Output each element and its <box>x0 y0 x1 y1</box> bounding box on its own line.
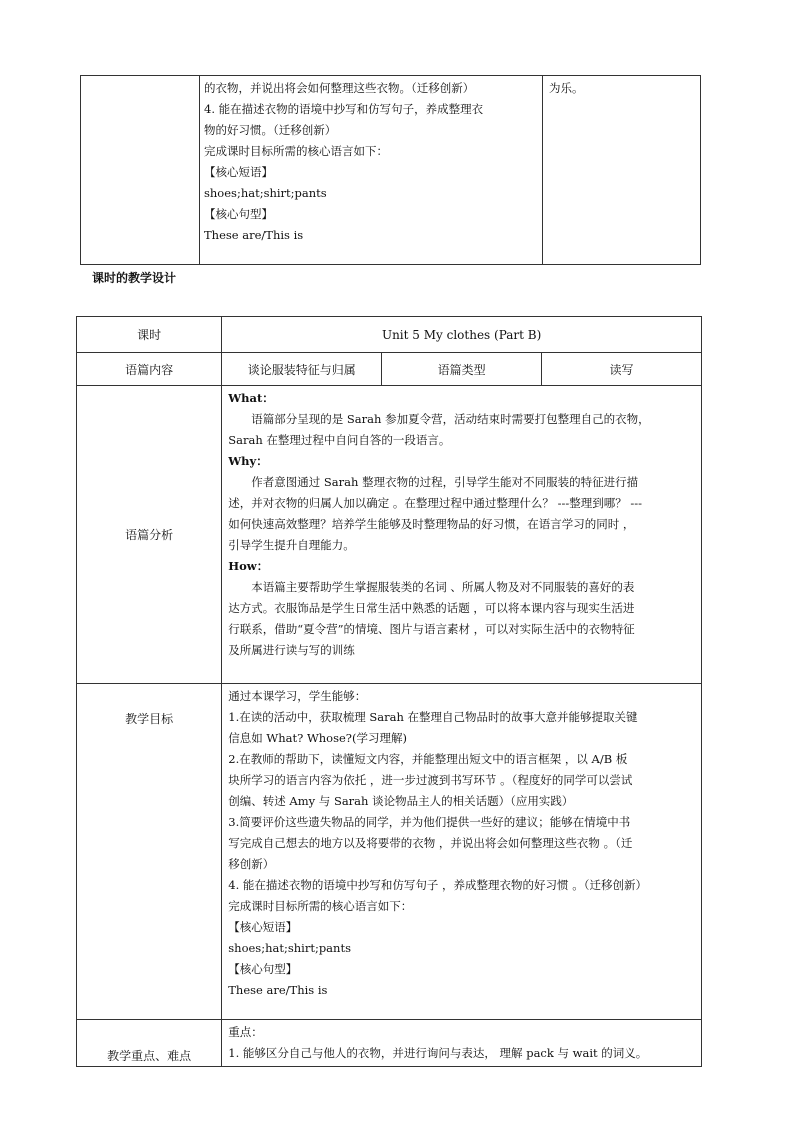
text-line: 及所属进行读与写的训练 <box>228 643 355 657</box>
text-line: 如何快速高效整理？培养学生能够及时整理物品的好习惯，在语言学习的同时 ， <box>228 517 635 531</box>
text-line: 语篇部分呈现的是 Sarah 参加夏令营，活动结束时需要打包整理自己的衣物， <box>251 412 650 426</box>
goals-cell <box>222 684 702 1020</box>
goals-continued-cell <box>200 76 543 265</box>
text-line: 【核心短语】 <box>204 165 273 179</box>
text-line: 作者意图通过 Sarah 整理衣物的过程，引导学生能对不同服装的特征进行描 <box>251 475 639 489</box>
goals-label: 教学目标 <box>77 684 222 1020</box>
text-line: 移创新） <box>228 857 275 871</box>
text-line: These are/This is <box>228 983 328 997</box>
lesson-label: 课时 <box>77 317 222 353</box>
right-cell <box>543 76 701 265</box>
text-line: shoes;hat;shirt;pants <box>204 186 327 200</box>
focus-cell <box>222 1020 702 1067</box>
analysis-label: 语篇分析 <box>77 386 222 684</box>
focus-label: 教学重点、难点 <box>77 1020 222 1067</box>
text-line: 物的好习惯。（迁移创新） <box>204 123 337 137</box>
text-line: 引导学生提升自理能力。 <box>228 538 355 552</box>
type-label: 语篇类型 <box>382 353 542 386</box>
text-line: 信息如 What? Whose?(学习理解) <box>228 731 407 745</box>
text-line: 通过本课学习，学生能够： <box>228 689 367 703</box>
text-line: Sarah 在整理过程中自问自答的一段语言。 <box>228 433 451 447</box>
text-line: 【核心句型】 <box>204 207 273 221</box>
text-line: 完成课时目标所需的核心语言如下： <box>204 144 388 158</box>
text-line: shoes;hat;shirt;pants <box>228 941 351 955</box>
text-line: 【核心短语】 <box>228 920 298 934</box>
continued-table <box>80 75 701 265</box>
text-line: 【核心句型】 <box>228 962 298 976</box>
content-label: 语篇内容 <box>77 353 222 386</box>
text-line: 行联系，借助“夏令营”的情境、图片与语言素材 ，可以对实际生活中的衣物特征 <box>228 622 635 636</box>
type-value: 读写 <box>542 353 702 386</box>
what-title: What： <box>228 391 274 405</box>
text-line: 为乐。 <box>549 81 584 95</box>
section-heading: 课时的教学设计 <box>92 271 177 285</box>
text-line: 块所学习的语言内容为依托 ，进一步过渡到书写环节 。（程度好的同学可以尝试 <box>228 773 633 787</box>
text-line: 3.简要评价这些遗失物品的同学，并为他们提供一些好的建议；能够在情境中书 <box>228 815 631 829</box>
why-title: Why： <box>228 454 268 468</box>
text-line: 述，并对衣物的归属人加以确定 。在整理过程中通过整理什么？ ---整理到哪？ --- <box>228 496 643 510</box>
text-line: 达方式。衣服饰品是学生日常生活中熟悉的话题 ，可以将本课内容与现实生活进 <box>228 601 635 615</box>
text-line: 完成课时目标所需的核心语言如下： <box>228 899 413 913</box>
text-line: 写完成自己想去的地方以及将要带的衣物 ，并说出将会如何整理这些衣物 。（迁 <box>228 836 633 850</box>
content-value: 谈论服装特征与归属 <box>222 353 382 386</box>
text-line: 本语篇主要帮助学生掌握服装类的名词 、所属人物及对不同服装的喜好的表 <box>251 580 635 594</box>
empty-cell <box>81 76 200 265</box>
text-line: 4. 能在描述衣物的语境中抄写和仿写句子 ，养成整理衣物的好习惯 。（迁移创新） <box>228 878 647 892</box>
text-line: 1.在读的活动中，获取梳理 Sarah 在整理自己物品时的故事大意并能够提取关键 <box>228 710 638 724</box>
how-title: How： <box>228 559 269 573</box>
text-line: 2.在教师的帮助下，读懂短文内容，并能整理出短文中的语言框架 ，以 A/B 板 <box>228 752 628 766</box>
text-line: 重点： <box>228 1025 263 1039</box>
text-line: 的衣物，并说出将会如何整理这些衣物。（迁移创新） <box>204 81 475 95</box>
analysis-cell <box>222 386 702 684</box>
lesson-value: Unit 5 My clothes (Part B) <box>222 317 702 353</box>
text-line: 创编、转述 Amy 与 Sarah 谈论物品主人的相关话题）（应用实践） <box>228 794 574 808</box>
text-line: These are/This is <box>204 228 304 242</box>
text-line: 4. 能在描述衣物的语境中抄写和仿写句子，养成整理衣 <box>204 102 484 116</box>
text-line: 1. 能够区分自己与他人的衣物，并进行询问与表达， 理解 pack 与 wait 的词义。 <box>228 1046 648 1060</box>
lesson-design-table <box>76 316 702 1067</box>
